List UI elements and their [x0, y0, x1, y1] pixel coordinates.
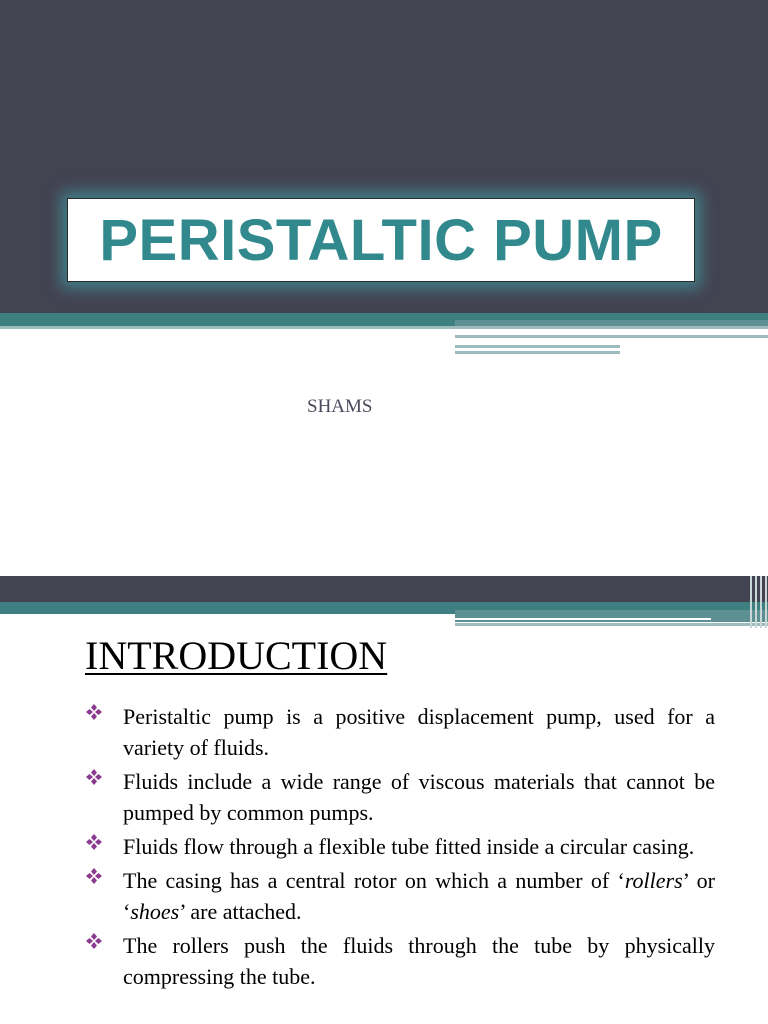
- section-heading: INTRODUCTION: [85, 633, 388, 678]
- four-diamond-bullet-icon: [85, 833, 103, 851]
- four-diamond-bullet-icon: [85, 768, 103, 786]
- slide-title: PERISTALTIC PUMP: [99, 207, 663, 273]
- emphasis-shoes: shoes: [130, 899, 180, 924]
- intro-slide-accent-step: [455, 610, 768, 622]
- four-diamond-bullet-icon: [85, 932, 103, 950]
- bullet-text: Fluids include a wide range of viscous materials that cannot be pumped by common pumps.: [123, 769, 715, 825]
- four-diamond-bullet-icon: [85, 867, 103, 885]
- bullet-list: [85, 701, 715, 995]
- list-item: [85, 701, 715, 763]
- bullet-text: The casing has a central rotor on which a number of ‘rollers’ or ‘shoes’ are attached.: [123, 868, 715, 924]
- list-item: [85, 930, 715, 992]
- title-slide-accent-step: [455, 320, 768, 326]
- bullet-text: Fluids flow through a flexible tube fitted inside a circular casing.: [123, 834, 695, 859]
- accent-line: [455, 626, 755, 628]
- author-name: SHAMS: [307, 396, 373, 417]
- accent-line: [455, 335, 768, 338]
- title-slide-teal-shadow: [0, 326, 768, 329]
- list-item: [85, 766, 715, 828]
- list-item: [85, 865, 715, 927]
- bullet-text: The rollers push the fluids through the tube by physically compressing the tube.: [123, 933, 715, 989]
- list-item: [85, 831, 715, 862]
- bullet-text: Peristaltic pump is a positive displacement pump, used for a variety of fluids.: [123, 704, 715, 760]
- corner-tick-marks: [748, 576, 768, 628]
- intro-slide-dark-band: [0, 576, 768, 602]
- accent-line: [455, 351, 620, 354]
- four-diamond-bullet-icon: [85, 703, 103, 721]
- title-box: [67, 198, 695, 282]
- accent-line: [455, 345, 620, 348]
- accent-line: [455, 618, 711, 620]
- accent-line: [455, 331, 711, 333]
- accent-line: [455, 341, 755, 343]
- emphasis-rollers: rollers: [624, 868, 683, 893]
- introduction-slide: [0, 576, 768, 1024]
